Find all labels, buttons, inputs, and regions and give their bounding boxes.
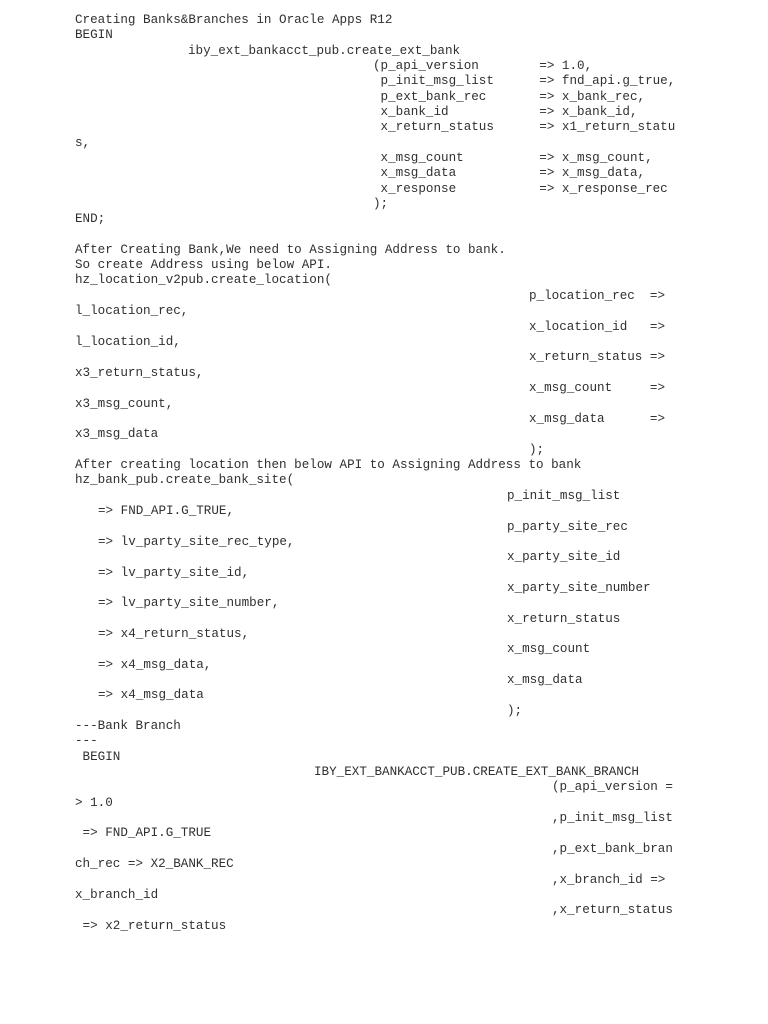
code-line: x_msg_data => — [529, 412, 666, 426]
code-line: => x4_msg_data, — [98, 658, 212, 672]
document-title: Creating Banks&Branches in Oracle Apps R12 — [75, 13, 393, 27]
code-line: => lv_party_site_rec_type, — [98, 535, 295, 549]
code-line: => FND_API.G_TRUE — [75, 826, 212, 840]
code-line: x_return_status => — [529, 350, 666, 364]
code-line: x_return_status => x1_return_statu — [373, 120, 676, 134]
code-line: p_party_site_rec — [507, 520, 628, 534]
prose-line: So create Address using below API. — [75, 258, 332, 272]
code-line: x_msg_count => x_msg_count, — [373, 151, 653, 165]
code-line: p_ext_bank_rec => x_bank_rec, — [373, 90, 646, 104]
code-line: p_init_msg_list — [507, 489, 621, 503]
code-line: p_location_rec => — [529, 289, 666, 303]
code-line: x_location_id => — [529, 320, 666, 334]
code-line: END; — [75, 212, 106, 226]
code-line: => FND_API.G_TRUE, — [98, 504, 235, 518]
code-line: ch_rec => X2_BANK_REC — [75, 857, 234, 871]
code-line: ); — [529, 443, 545, 457]
code-line: (p_api_version => 1.0, — [373, 59, 593, 73]
code-line: --- — [75, 734, 98, 748]
code-line: x_bank_id => x_bank_id, — [373, 105, 638, 119]
code-line: p_init_msg_list => fnd_api.g_true, — [373, 74, 676, 88]
prose-line: After Creating Bank,We need to Assigning Address to bank. — [75, 243, 506, 257]
code-line: x3_msg_data — [75, 427, 159, 441]
code-line: => lv_party_site_number, — [98, 596, 280, 610]
code-line: x_party_site_number — [507, 581, 651, 595]
code-line: => x4_return_status, — [98, 627, 250, 641]
prose-line: After creating location then below API to Assigning Address to bank — [75, 458, 582, 472]
code-line: > 1.0 — [75, 796, 113, 810]
code-line: x_msg_data — [507, 673, 583, 687]
code-line: x_return_status — [507, 612, 621, 626]
code-line: x3_msg_count, — [75, 397, 174, 411]
code-line: BEGIN — [75, 750, 121, 764]
code-line: x_msg_count — [507, 642, 591, 656]
code-line: ,p_init_msg_list — [552, 811, 673, 825]
code-line: ,x_return_status — [552, 903, 673, 917]
code-line: => x4_msg_data — [98, 688, 204, 702]
code-line: x_branch_id — [75, 888, 159, 902]
code-line: (p_api_version = — [552, 780, 673, 794]
section-heading: ---Bank Branch — [75, 719, 181, 733]
code-line: ); — [507, 704, 523, 718]
code-line: x_msg_data => x_msg_data, — [373, 166, 646, 180]
code-line: x_msg_count => — [529, 381, 666, 395]
code-line: hz_location_v2pub.create_location( — [75, 273, 332, 287]
code-line: s, — [75, 136, 91, 150]
code-line: IBY_EXT_BANKACCT_PUB.CREATE_EXT_BANK_BRANCH — [314, 765, 639, 779]
code-line: l_location_rec, — [75, 304, 189, 318]
code-line: x_response => x_response_rec — [373, 182, 668, 196]
code-line: iby_ext_bankacct_pub.create_ext_bank — [188, 44, 461, 58]
code-line: BEGIN — [75, 28, 113, 42]
code-line: ); — [373, 197, 389, 211]
code-line: l_location_id, — [75, 335, 181, 349]
code-line: ,p_ext_bank_bran — [552, 842, 673, 856]
code-line: ,x_branch_id => — [552, 873, 666, 887]
code-line: x3_return_status, — [75, 366, 204, 380]
code-line: => x2_return_status — [75, 919, 227, 933]
code-line: => lv_party_site_id, — [98, 566, 250, 580]
code-line: x_party_site_id — [507, 550, 621, 564]
code-line: hz_bank_pub.create_bank_site( — [75, 473, 295, 487]
